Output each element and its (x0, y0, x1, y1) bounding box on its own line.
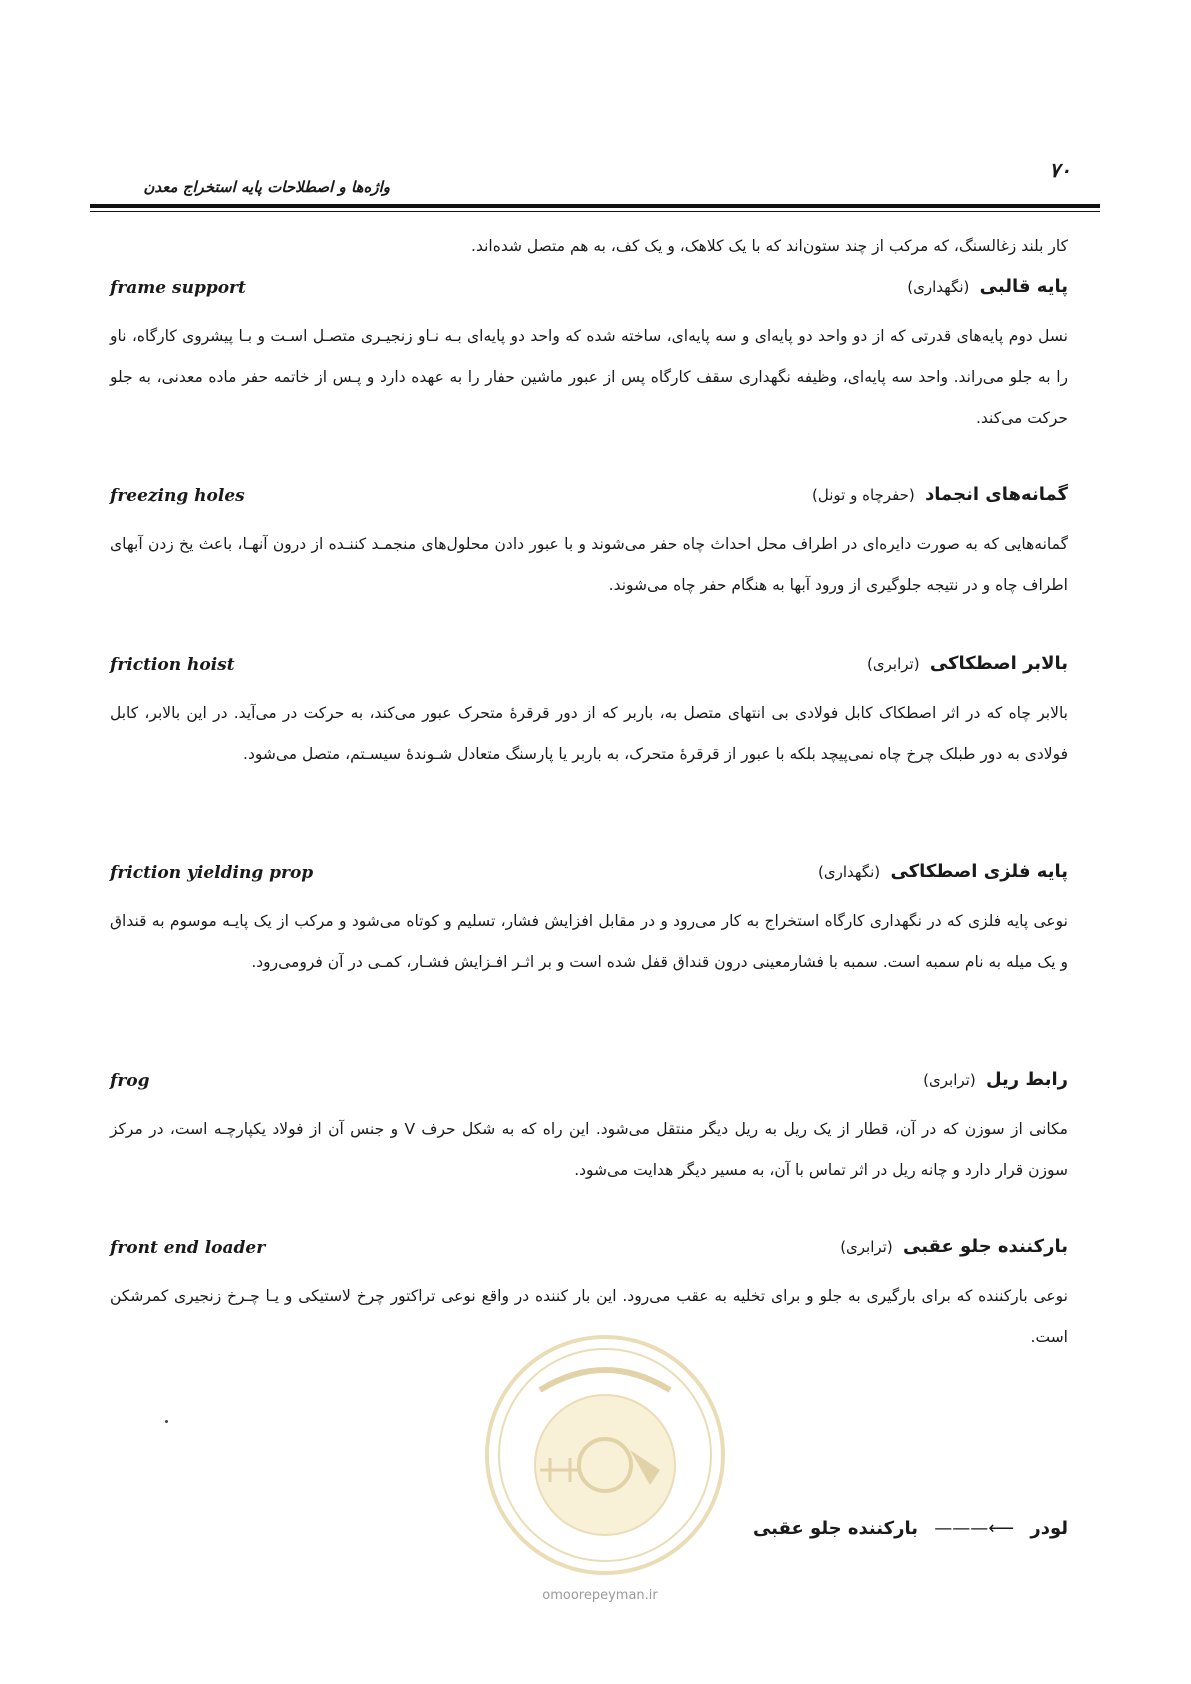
entry-definition: مکانی از سوزن که در آن، قطار از یک ریل به ریل دیگر منتقل می‌شود. این راه که به شکل حرف V و جنس آن از فولاد یکپارچـه است، در مرکز سوزن قرار دارد و چانه ریل در اثر تماس با آن، به مسیر دیگر هدایت می‌شود. (110, 1120, 1068, 1179)
glossary-entry (110, 653, 1068, 775)
watermark-url: omoorepeyman.ir (542, 1588, 658, 1603)
entry-english-term: frame support (110, 278, 246, 298)
arrow-icon: ⟵——— (934, 1518, 1015, 1539)
entry-english-term: frog (110, 1071, 150, 1091)
entry-category: (ترابری) (923, 1071, 976, 1089)
header-rule-thick (90, 204, 1100, 208)
header-rule-thin (90, 211, 1100, 212)
entry-english-term: freezing holes (110, 486, 245, 506)
glossary-entry (110, 861, 1068, 983)
running-title: واژه‌ها و اصطلاحات پایه استخراج معدن (143, 178, 390, 196)
entry-category: (نگهداری) (907, 278, 970, 296)
entry-definition: نسل دوم پایه‌های قدرتی که از دو واحد دو پایه‌ای و سه پایه‌ای، ساخته شده که واحد دو پایه‌ای بـه نـاو زنجیـری متصـل اسـت و بـا پیشروی کارگاه، ناو را به جلو می‌راند. واحد سه پایه‌ای، وظیفه نگهداری سقف کارگاه پس از عبور ماشین حفار را به عهده دارد و پـس از خاتمه حفر ماده معدنی، به جلو حرکت می‌کند. (110, 327, 1068, 427)
glossary-entry (110, 484, 1068, 606)
glossary-entry (110, 276, 1068, 439)
entry-term: گمانه‌های انجماد (حفرچاه و تونل) (812, 484, 1068, 505)
entry-definition: نوعی بارکننده که برای بارگیری به جلو و برای تخلیه به عقب می‌رود. این بار کننده در واقع نوعی تراکتور چرخ لاستیکی و یـا چـرخ زنجیری کمرشکن است. (110, 1287, 1068, 1346)
watermark-seal-icon (480, 1330, 730, 1580)
entry-term: پایه قالبی (نگهداری) (907, 276, 1068, 297)
cross-reference (753, 1518, 1068, 1539)
glossary-entry (110, 1069, 1068, 1191)
entry-definition: بالابر چاه که در اثر اصطکاک کابل فولادی بی انتهای متصل به، باربر که از دور قرقرهٔ متحرک عبور می‌کند، به حرکت در می‌آید. در این بالابر، کابل فولادی به دور طبلک چرخ چاه نمی‌پیچد بلکه با عبور از قرقرهٔ متحرک، به باربر یا پارسنگ متعادل شـوندهٔ سیسـتم، متصل می‌شود. (110, 704, 1068, 763)
entry-category: (ترابری) (840, 1238, 893, 1256)
entry-term: بالابر اصطکاکی (ترابری) (867, 653, 1068, 674)
entry-term: پایه فلزی اصطکاکی (نگهداری) (818, 861, 1068, 882)
page-number: ۷۰ (1049, 158, 1071, 182)
intro-paragraph: کار بلند زغالسنگ، که مرکب از چند ستون‌اند که با یک کلاهک، و یک کف، به هم متصل شده‌اند. (471, 237, 1068, 255)
entry-category: (حفرچاه و تونل) (812, 486, 915, 504)
entry-english-term: friction yielding prop (110, 863, 314, 883)
entry-term: رابط ریل (ترابری) (923, 1069, 1068, 1090)
entry-category: (نگهداری) (818, 863, 881, 881)
entry-english-term: friction hoist (110, 655, 235, 675)
stray-dot (165, 1420, 168, 1423)
entry-definition: گمانه‌هایی که به صورت دایره‌ای در اطراف محل احداث چاه حفر می‌شوند و با عبور دادن محلول‌های منجمـد کننـده از درون آنهـا، باعث یخ زدن آبهای اطراف چاه و در نتیجه جلوگیری از ورود آبها به هنگام حفر چاه می‌شوند. (110, 535, 1068, 594)
cross-reference-to: بارکننده جلو عقبی (752, 1518, 918, 1539)
cross-reference-from: لودر (1030, 1518, 1068, 1539)
entry-definition: نوعی پایه فلزی که در نگهداری کارگاه استخراج به کار می‌رود و در مقابل افزایش فشار، تسلیم و کوتاه می‌شود و مرکب از یک پایـه موسوم به قنداق و یک میله به نام سمبه است. سمبه با فشارمعینی درون قنداق قفل شده است و بر اثـر افـزایش فشـار، کمـی در آن فرومی‌رود. (110, 912, 1068, 971)
entry-english-term: front end loader (110, 1238, 266, 1258)
entry-category: (ترابری) (867, 655, 920, 673)
entry-term: بارکننده جلو عقبی (ترابری) (840, 1236, 1068, 1257)
